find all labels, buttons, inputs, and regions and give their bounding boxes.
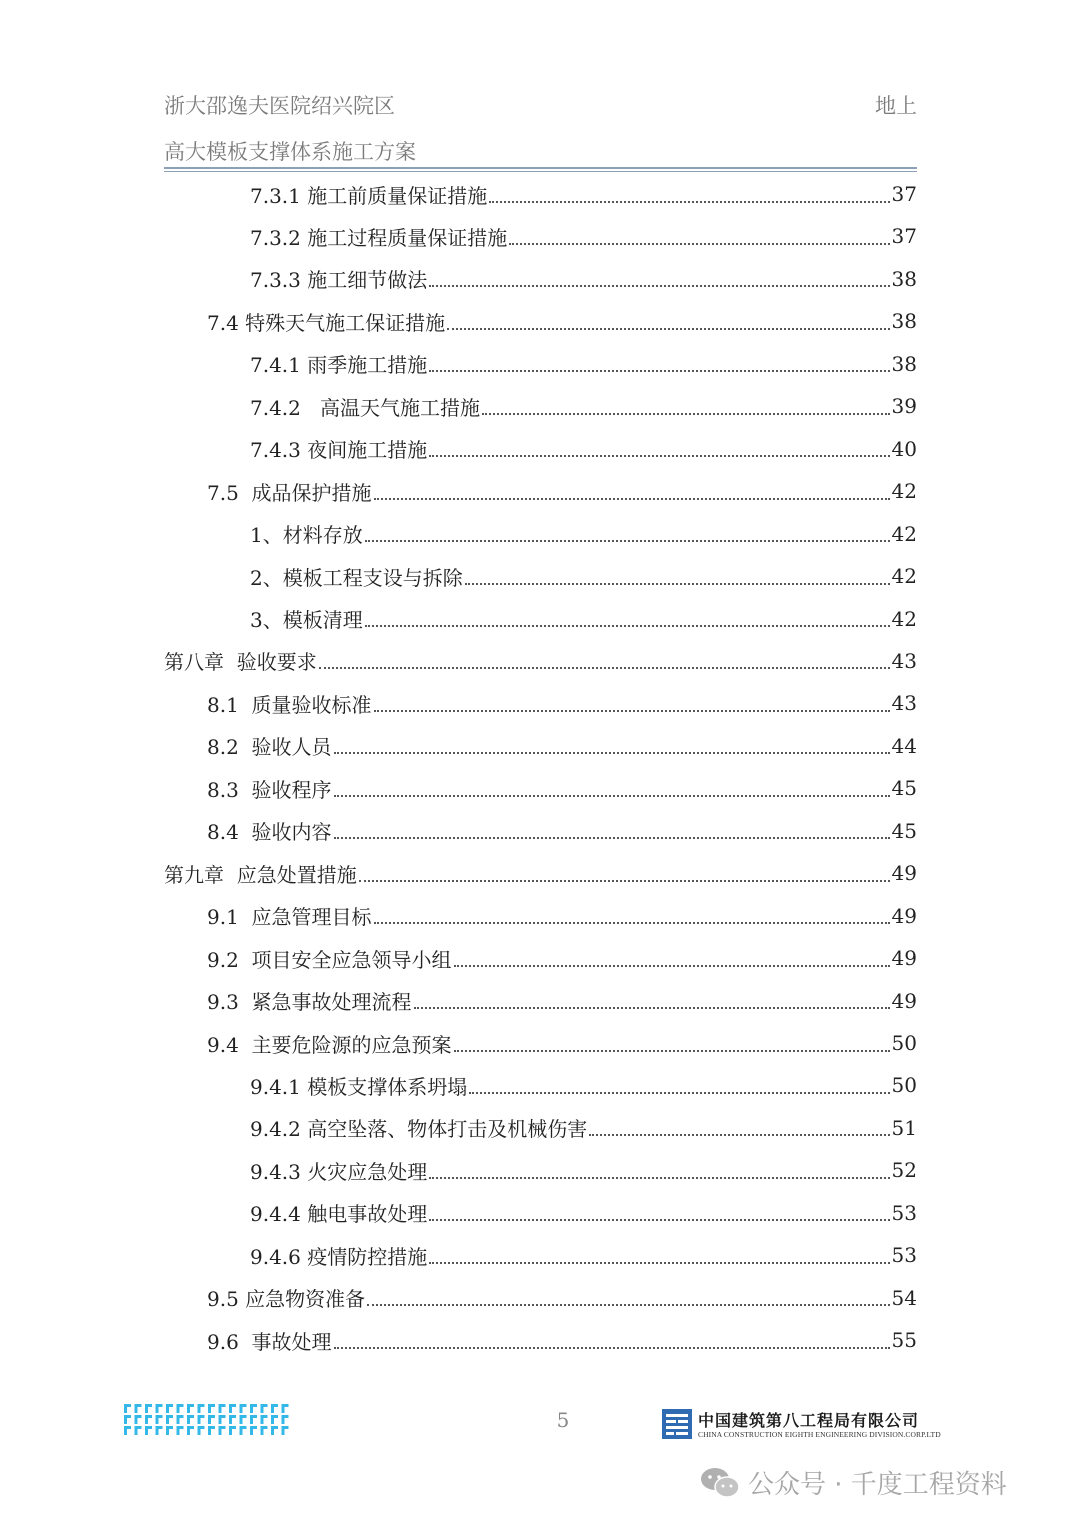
- page-header: [164, 88, 917, 172]
- toc-leader-dots: [482, 412, 890, 415]
- stripe-mark: [282, 1426, 289, 1435]
- toc-leader-dots: [429, 284, 889, 287]
- toc-leader-dots: [429, 1218, 889, 1221]
- toc-entry-label: 7.5 成品保护措施: [207, 480, 372, 505]
- toc-entry-label: 7.3.2 施工过程质量保证措施: [250, 225, 508, 250]
- header-line: [164, 88, 917, 124]
- toc-entry-page: 49: [891, 988, 917, 1013]
- toc-leader-dots: [374, 921, 890, 924]
- toc-entry-page: 42: [891, 564, 917, 589]
- toc-entry-label: 7.4.3 夜间施工措施: [250, 438, 428, 463]
- toc-entry-label: 2、模板工程支设与拆除: [250, 565, 463, 590]
- toc-entry-page: 53: [891, 1243, 917, 1268]
- stripe-mark: [177, 1404, 184, 1413]
- toc-entry-label: 9.4.4 触电事故处理: [250, 1202, 428, 1227]
- toc-entry: [207, 1319, 917, 1361]
- toc-entry-page: 53: [891, 1200, 917, 1225]
- cscec-logo-icon: [662, 1409, 692, 1439]
- toc-entry: [207, 470, 917, 512]
- stripe-mark: [187, 1404, 194, 1413]
- toc-leader-dots: [454, 1049, 890, 1052]
- toc-leader-dots: [367, 1303, 889, 1306]
- toc-entry: [250, 555, 917, 597]
- toc-entry-page: 38: [891, 351, 917, 376]
- toc-entry-page: 55: [891, 1328, 917, 1353]
- toc-leader-dots: [374, 497, 890, 500]
- toc-entry-page: 49: [891, 903, 917, 928]
- toc-leader-dots: [374, 709, 890, 712]
- stripe-mark: [166, 1415, 173, 1424]
- stripe-mark: [145, 1404, 152, 1413]
- toc-entry-label: 8.2 验收人员: [207, 735, 332, 760]
- toc-entry-label: 第九章 应急处置措施: [164, 862, 357, 887]
- stripe-mark: [261, 1415, 268, 1424]
- stripe-mark: [261, 1426, 268, 1435]
- toc-entry: [207, 300, 917, 342]
- stripe-mark: [271, 1404, 278, 1413]
- watermark-text: 公众号 · 千度工程资料: [748, 1470, 1007, 1500]
- toc-leader-dots: [447, 327, 889, 330]
- stripe-mark: [250, 1415, 257, 1424]
- page-number: 5: [556, 1408, 570, 1432]
- stripe-mark: [198, 1404, 205, 1413]
- stripe-mark: [229, 1426, 236, 1435]
- header-project: 浙大邵逸夫医院绍兴院区: [164, 94, 395, 118]
- stripe-mark: [219, 1415, 226, 1424]
- stripe-mark: [219, 1404, 226, 1413]
- toc-entry-page: 40: [891, 436, 917, 461]
- toc-entry: [207, 1277, 917, 1319]
- toc-leader-dots: [509, 242, 889, 245]
- toc-entry: [250, 1192, 917, 1234]
- toc-leader-dots: [429, 369, 889, 372]
- toc-entry-page: 42: [891, 521, 917, 546]
- toc-entry-label: 7.4.1 雨季施工措施: [250, 353, 428, 378]
- toc-entry: [207, 767, 917, 809]
- toc-leader-dots: [465, 582, 890, 585]
- stripe-mark: [198, 1426, 205, 1435]
- stripe-mark: [229, 1415, 236, 1424]
- stripe-mark: [208, 1404, 215, 1413]
- toc-entry-page: 45: [891, 776, 917, 801]
- stripe-mark: [124, 1415, 131, 1424]
- stripe-mark: [229, 1404, 236, 1413]
- stripe-mark: [187, 1426, 194, 1435]
- toc-entry-page: 43: [891, 691, 917, 716]
- toc-entry-label: 8.1 质量验收标准: [207, 692, 372, 717]
- toc-entry-label: 8.3 验收程序: [207, 777, 332, 802]
- stripe-mark: [219, 1426, 226, 1435]
- toc-entry-page: 42: [891, 606, 917, 631]
- wechat-icon: [700, 1466, 740, 1500]
- toc-entry: [207, 1022, 917, 1064]
- toc-leader-dots: [429, 1176, 889, 1179]
- toc-entry-page: 49: [891, 946, 917, 971]
- toc-entry: [250, 343, 917, 385]
- toc-entry-label: 9.4.3 火灾应急处理: [250, 1159, 428, 1184]
- header-rule-thin: [164, 171, 917, 172]
- toc-entry: [164, 640, 917, 682]
- stripe-mark: [250, 1404, 257, 1413]
- toc-entry-label: 7.4 特殊天气施工保证措施: [207, 310, 446, 335]
- header-subtitle: 高大模板支撑体系施工方案: [164, 140, 416, 164]
- toc-entry-page: 44: [891, 733, 917, 758]
- toc-leader-dots: [429, 1261, 889, 1264]
- stripe-mark: [250, 1426, 257, 1435]
- company-name-en: CHINA CONSTRUCTION EIGHTH ENGINEERING DIVISION.CORP.LTD: [698, 1430, 941, 1439]
- toc-leader-dots: [589, 1133, 889, 1136]
- stripe-mark: [187, 1415, 194, 1424]
- toc-entry-label: 9.5 应急物资准备: [207, 1287, 366, 1312]
- company-name-cn: 中国建筑第八工程局有限公司: [698, 1411, 920, 1430]
- stripe-mark: [240, 1426, 247, 1435]
- toc-entry: [207, 810, 917, 852]
- toc-entry-page: 49: [891, 861, 917, 886]
- stripe-mark: [177, 1415, 184, 1424]
- toc-entry: [164, 852, 917, 894]
- toc-entry: [207, 725, 917, 767]
- toc-entry-label: 7.3.1 施工前质量保证措施: [250, 183, 488, 208]
- stripe-mark: [145, 1426, 152, 1435]
- stripe-mark: [156, 1404, 163, 1413]
- stripe-mark: [156, 1415, 163, 1424]
- toc-leader-dots: [359, 879, 890, 882]
- stripe-mark: [124, 1404, 131, 1413]
- stripe-mark: [282, 1415, 289, 1424]
- stripe-mark: [208, 1415, 215, 1424]
- stripe-mark: [145, 1415, 152, 1424]
- toc-leader-dots: [319, 666, 890, 669]
- toc-entry: [250, 1107, 917, 1149]
- toc-entry-page: 37: [891, 224, 917, 249]
- toc-entry-label: 9.4 主要危险源的应急预案: [207, 1032, 452, 1057]
- toc-leader-dots: [334, 1346, 890, 1349]
- toc-entry: [207, 980, 917, 1022]
- toc-leader-dots: [454, 964, 890, 967]
- toc-entry: [207, 682, 917, 724]
- header-right: 地上: [875, 94, 917, 118]
- stripe-mark: [271, 1415, 278, 1424]
- toc-entry: [250, 215, 917, 257]
- toc-entry-label: 8.4 验收内容: [207, 820, 332, 845]
- toc-entry-label: 9.3 紧急事故处理流程: [207, 990, 412, 1015]
- toc-entry-page: 38: [891, 309, 917, 334]
- stripe-mark: [166, 1426, 173, 1435]
- toc-entry-page: 37: [891, 182, 917, 206]
- toc-entry: [250, 258, 917, 300]
- toc-entry-page: 51: [891, 1115, 917, 1140]
- stripe-mark: [261, 1404, 268, 1413]
- toc-entry-label: 7.3.3 施工细节做法: [250, 268, 428, 293]
- watermark: [700, 1464, 1007, 1501]
- toc-entry: [250, 598, 917, 640]
- toc-entry-page: 38: [891, 266, 917, 291]
- toc-entry-page: 39: [891, 394, 917, 419]
- toc-entry-label: 3、模板清理: [250, 608, 363, 632]
- stripe-mark: [208, 1426, 215, 1435]
- toc-entry-page: 54: [891, 1285, 917, 1310]
- footer-stripe-pattern: [122, 1402, 292, 1438]
- stripe-mark: [240, 1415, 247, 1424]
- toc-leader-dots: [365, 624, 890, 627]
- toc-entry: [250, 1234, 917, 1276]
- toc-entry-label: 第八章 验收要求: [164, 650, 317, 675]
- toc-leader-dots: [365, 539, 890, 542]
- toc-leader-dots: [334, 836, 890, 839]
- header-rule: [164, 167, 917, 169]
- toc-leader-dots: [334, 751, 890, 754]
- toc-entry-label: 9.6 事故处理: [207, 1329, 332, 1354]
- toc-entry-page: 42: [891, 479, 917, 504]
- stripe-mark: [282, 1404, 289, 1413]
- toc-entry-page: 50: [891, 1073, 917, 1098]
- toc-entry-label: 9.4.2 高空坠落、物体打击及机械伤害: [250, 1117, 588, 1142]
- toc-entry-label: 9.4.6 疫情防控措施: [250, 1244, 428, 1269]
- stripe-mark: [240, 1404, 247, 1413]
- toc-entry: [250, 513, 917, 555]
- toc-entry-label: 9.2 项目安全应急领导小组: [207, 947, 452, 972]
- stripe-mark: [135, 1404, 142, 1413]
- toc-entry-page: 43: [891, 648, 917, 673]
- toc-entry-page: 50: [891, 1031, 917, 1055]
- toc-entry-label: 7.4.2 高温天气施工措施: [250, 395, 480, 420]
- toc-entry-page: 45: [891, 818, 917, 843]
- toc-leader-dots: [414, 1006, 890, 1009]
- toc-entry-label: 1、材料存放: [250, 523, 363, 548]
- toc-entry-label: 9.1 应急管理目标: [207, 905, 372, 930]
- stripe-mark: [124, 1426, 131, 1435]
- stripe-mark: [135, 1415, 142, 1424]
- toc-entry: [207, 937, 917, 979]
- stripe-mark: [177, 1426, 184, 1435]
- stripe-mark: [135, 1426, 142, 1435]
- stripe-mark: [166, 1404, 173, 1413]
- toc-leader-dots: [469, 1091, 889, 1094]
- toc-entry-label: 9.4.1 模板支撑体系坍塌: [250, 1074, 468, 1099]
- stripe-mark: [198, 1415, 205, 1424]
- toc-entry-page: 52: [891, 1158, 917, 1183]
- toc-entry: [207, 895, 917, 937]
- toc-leader-dots: [489, 200, 889, 203]
- toc-leader-dots: [334, 794, 890, 797]
- toc-entry: [250, 428, 917, 470]
- stripe-mark: [156, 1426, 163, 1435]
- toc-entry: [250, 385, 917, 427]
- toc-entry: [250, 1064, 917, 1106]
- toc-entry: [250, 1149, 917, 1191]
- toc-entry: [250, 173, 917, 215]
- toc-leader-dots: [429, 454, 889, 457]
- stripe-mark: [271, 1426, 278, 1435]
